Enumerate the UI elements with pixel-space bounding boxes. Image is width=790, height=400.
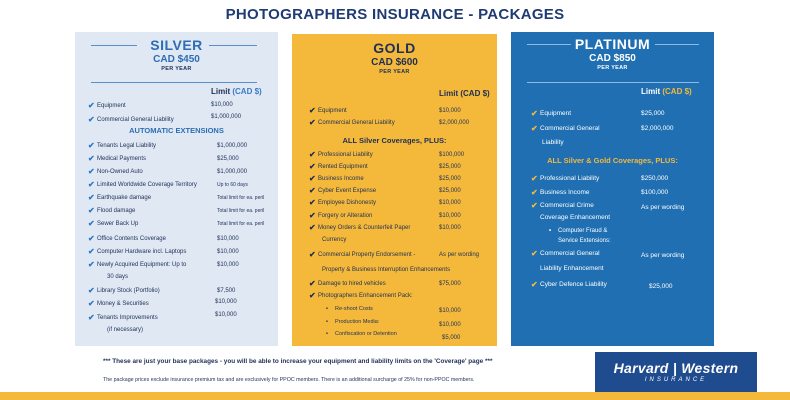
footer-bar [0,392,790,400]
limit-value: $250,000 [641,175,669,182]
check-icon: ✔ [88,115,95,124]
divider [655,44,699,45]
base-packages-note: *** These are just your base packages - you will be able to increase your equipment and liability limits on the 'Coverage' page *** [103,358,493,365]
bullet-item: • Confiscation or Detention [326,331,397,337]
check-icon: ✔ [531,109,538,118]
silver-package-card [75,32,278,346]
check-icon: ✔ [309,211,316,220]
check-icon: ✔ [309,174,316,183]
list-item: ✔ Damage to hired vehicles [309,279,386,288]
check-icon: ✔ [88,206,95,215]
limit-value: $10,000 [439,322,461,328]
list-item: ✔ Newly Acquired Equipment: Up to [88,260,187,269]
limit-value: $100,000 [439,152,465,158]
page-title: PHOTOGRAPHERS INSURANCE - PACKAGES [225,6,565,23]
check-icon: ✔ [88,141,95,150]
list-item-continuation: 30 days [107,274,129,280]
check-icon: ✔ [88,219,95,228]
limit-value: $10,000 [439,108,461,114]
check-icon: ✔ [88,154,95,163]
list-item: ✔ Cyber Event Expense [309,186,377,195]
limit-header: Limit (CAD $) [641,87,692,96]
limit-value: As per wording [439,252,480,258]
limit-value: $1,000,000 [217,169,248,175]
divider [209,45,257,46]
limit-value: $25,000 [439,188,461,194]
limit-value: $10,000 [217,262,239,268]
check-icon: ✔ [88,286,95,295]
list-item: ✔ Tenants Improvements [88,313,158,322]
per-year-label: PER YEAR [161,66,192,72]
list-item: ✔ Money & Securities [88,299,149,308]
limit-value: $75,000 [439,281,461,287]
divider [527,44,571,45]
limit-value: Total limit for ea. peril [217,221,265,227]
check-icon: ✔ [309,198,316,207]
limit-value: As per wording [641,252,685,259]
limit-value: As per wording [641,204,685,211]
check-icon: ✔ [309,162,316,171]
list-item: ✔ Rented Equipment [309,162,368,171]
bullet-icon: • [549,228,552,234]
list-item: ✔ Non-Owned Auto [88,167,143,176]
list-item: ✔ Commercial Crime [531,201,594,210]
limit-value: $10,000 [215,312,237,318]
logo-subtitle: INSURANCE [644,377,708,383]
per-year-label: PER YEAR [597,65,628,71]
platinum-package-card [511,32,714,346]
gold-package-card [292,34,497,346]
check-icon: ✔ [88,101,95,110]
check-icon: ✔ [309,150,316,159]
bullet-icon: • [326,319,328,325]
divider [527,82,699,83]
list-item: ✔ Equipment [88,101,126,110]
check-icon: ✔ [309,223,316,232]
check-icon: ✔ [531,249,538,258]
list-item: ✔ Limited Worldwide Coverage Territory [88,180,197,189]
check-icon: ✔ [531,124,538,133]
per-year-label: PER YEAR [379,69,410,75]
package-price: CAD $450 [153,54,200,65]
limit-value: $10,000 [439,213,461,219]
list-item: ✔ Commercial General Liability [309,118,395,127]
list-item: ✔ Medical Payments [88,154,147,163]
list-item: ✔ Office Contents Coverage [88,234,166,243]
limit-value: $10,000 [211,102,233,108]
pricing-disclaimer: The package prices exclude insurance premium tax and are exclusively for PPOC members. There is an additional surcharge of 25% for non-PPOC members. [103,377,475,383]
list-item: ✔ Commercial General [531,249,600,258]
check-icon: ✔ [531,174,538,183]
check-icon: ✔ [88,299,95,308]
list-item: ✔ Employee Dishonesty [309,198,377,207]
limit-value: $2,000,000 [439,120,470,126]
divider [91,82,257,83]
list-item: ✔ Commercial General Liability [88,115,174,124]
package-name: PLATINUM [574,36,651,52]
list-item-continuation: Currency [322,237,347,243]
limit-value: $10,000 [439,225,461,231]
check-icon: ✔ [309,291,316,300]
limit-value: $10,000 [439,308,461,314]
package-price: CAD $850 [589,53,636,64]
check-icon: ✔ [309,118,316,127]
limit-value: Up to 60 days [217,182,248,188]
list-item: ✔ Sewer Back Up [88,219,139,228]
harvard-western-logo [595,352,757,392]
limit-value: $25,000 [649,283,673,290]
list-item: ✔ Business Income [309,174,364,183]
list-item: ✔ Money Orders & Counterfeit Paper [309,223,411,232]
list-item: ✔ Photographers Enhancement Pack: [309,291,413,300]
bullet-item: • Re-shoot Costs [326,306,373,312]
list-item: ✔ Commercial General [531,124,600,133]
limit-value: $1,000,000 [211,114,242,120]
limit-value: $25,000 [641,110,665,117]
package-name: GOLD [373,40,416,56]
check-icon: ✔ [309,106,316,115]
list-item-continuation: Liability [542,139,564,146]
check-icon: ✔ [88,167,95,176]
bullet-icon: • [326,331,328,337]
check-icon: ✔ [88,180,95,189]
package-name: SILVER [150,37,203,53]
list-item-continuation: Property & Business Interruption Enhancements [322,267,451,273]
check-icon: ✔ [88,193,95,202]
section-heading: AUTOMATIC EXTENSIONS [129,126,224,135]
check-icon: ✔ [88,247,95,256]
list-item: ✔ Forgery or Alteration [309,211,373,220]
limit-header: Limit (CAD $) [439,89,490,98]
check-icon: ✔ [309,186,316,195]
limit-value: Total limit for ea. peril [217,195,265,201]
list-item: ✔ Equipment [309,106,347,115]
list-item: ✔ Computer Hardware incl. Laptops [88,247,187,256]
list-item: ✔ Flood damage [88,206,136,215]
check-icon: ✔ [88,260,95,269]
logo-wordmark: Harvard | Western [613,360,739,376]
limit-value: $5,000 [442,335,461,341]
bullet-item: • Production Media: [326,319,380,325]
list-item-continuation: Service Extensions: [558,238,611,244]
list-item-continuation: Liability Enhancement [540,265,604,272]
limit-value: $100,000 [641,189,669,196]
list-item: ✔ Equipment [531,109,572,118]
check-icon: ✔ [531,201,538,210]
check-icon: ✔ [309,250,316,259]
limit-value: Total limit for ea. peril [217,208,265,214]
list-item: ✔ Professional Liability [531,174,600,183]
package-price: CAD $600 [371,57,418,68]
bullet-item: • Computer Fraud & [549,228,608,234]
list-item: ✔ Commercial Property Endorsement - [309,250,416,259]
list-item: ✔ Business Income [531,188,590,197]
limit-value: $7,500 [217,288,236,294]
list-item: ✔ Library Stock (Portfolio) [88,286,160,295]
list-item: ✔ Professional Liability [309,150,373,159]
check-icon: ✔ [309,279,316,288]
section-heading: ALL Silver Coverages, PLUS: [342,136,447,145]
limit-value: $10,000 [439,200,461,206]
bullet-icon: • [326,306,328,312]
check-icon: ✔ [88,234,95,243]
limit-value: $25,000 [439,176,461,182]
list-item: ✔ Earthquake damage [88,193,152,202]
limit-value: $10,000 [215,299,237,305]
limit-value: $25,000 [439,164,461,170]
divider [91,45,137,46]
list-item-continuation: Coverage Enhancement [540,214,611,221]
section-heading: ALL Silver & Gold Coverages, PLUS: [547,156,678,165]
list-item-continuation: (if necessary) [107,327,144,333]
list-item: ✔ Tenants Legal Liability [88,141,157,150]
check-icon: ✔ [531,188,538,197]
limit-value: $10,000 [217,249,239,255]
limit-value: $1,000,000 [217,143,248,149]
check-icon: ✔ [531,280,538,289]
limit-value: $2,000,000 [641,125,674,132]
list-item: ✔ Cyber Defence Liability [531,280,607,289]
limit-value: $10,000 [217,236,239,242]
limit-header: Limit (CAD $) [211,87,262,96]
check-icon: ✔ [88,313,95,322]
limit-value: $25,000 [217,156,239,162]
